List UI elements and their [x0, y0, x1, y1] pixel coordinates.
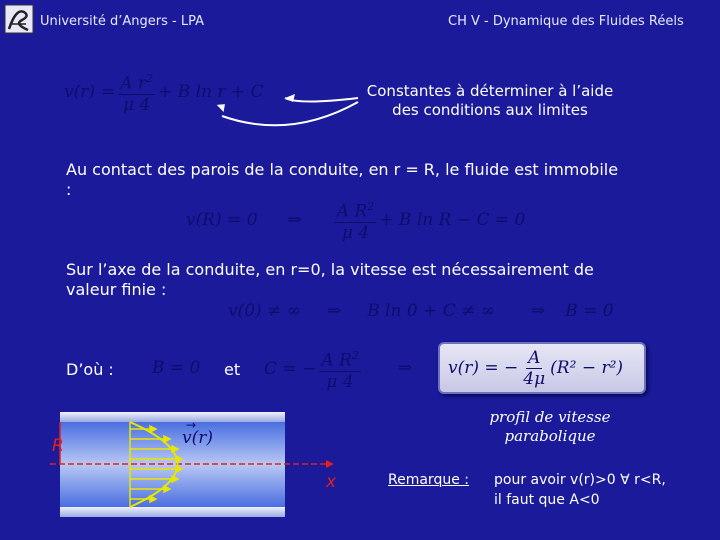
- axis-arrow-icon: [326, 460, 334, 468]
- header-university: Université d’Angers - LPA: [40, 14, 204, 29]
- wall-condition-equation: v(R) = 0 ⇒ $\frac{A R^2}{\mu 4}$ + B ln R − C = 0: [186, 192, 525, 248]
- velocity-vector-arrow-icon: →: [186, 418, 197, 432]
- logo-icon: [4, 4, 34, 34]
- remark-text-line2: il faut que A<0: [494, 492, 600, 508]
- header-chapter: CH V - Dynamique des Fluides Réels: [448, 14, 684, 29]
- result-label: D’où :: [66, 360, 114, 379]
- axis-x-label: x: [326, 472, 337, 492]
- b-zero-equation: B = 0: [152, 358, 201, 378]
- eq1-equals: =: [101, 82, 116, 102]
- implies-arrow: ⇒: [530, 301, 546, 321]
- velocity-label: v(r): [182, 428, 213, 448]
- wall-condition-text: Au contact des parois de la conduite, en r = R, le fluide est immobile :: [66, 160, 619, 199]
- remark-text-line1: pour avoir v(r)>0 ∀ r<R,: [494, 472, 666, 488]
- implies-arrow: ⇒: [326, 301, 342, 321]
- c-equation: C = − $\frac{A R^2}{\mu 4}$: [264, 344, 364, 394]
- constants-note: Constantes à déterminer à l’aide des conditions aux limites: [366, 82, 614, 119]
- remark-label: Remarque :: [388, 472, 469, 488]
- eq1-fraction: $\frac{A r^2}{\mu 4}$: [118, 69, 155, 115]
- radius-label: R: [52, 436, 64, 456]
- pipe-wall-bottom: [60, 507, 285, 517]
- eq1-rest: + B ln r + C: [158, 82, 264, 102]
- velocity-profile-result-box: v(r) = − $\frac{A}{4\mu}$ (R² − r²): [438, 342, 646, 394]
- profile-caption: profil de vitesse parabolique: [489, 408, 611, 445]
- and-word: et: [224, 360, 241, 379]
- axis-condition-equation: v(0) ≠ ∞ ⇒ B ln 0 + C ≠ ∞ ⇒ B = 0: [228, 301, 614, 321]
- implies-arrow: ⇒: [398, 358, 413, 378]
- axis-condition-text: Sur l’axe de la conduite, en r=0, la vitesse est nécessairement de valeur finie :: [66, 260, 594, 299]
- pipe-wall-top: [60, 412, 285, 422]
- eq1-lhs: v(r): [64, 82, 95, 102]
- implies-arrow: ⇒: [287, 210, 302, 230]
